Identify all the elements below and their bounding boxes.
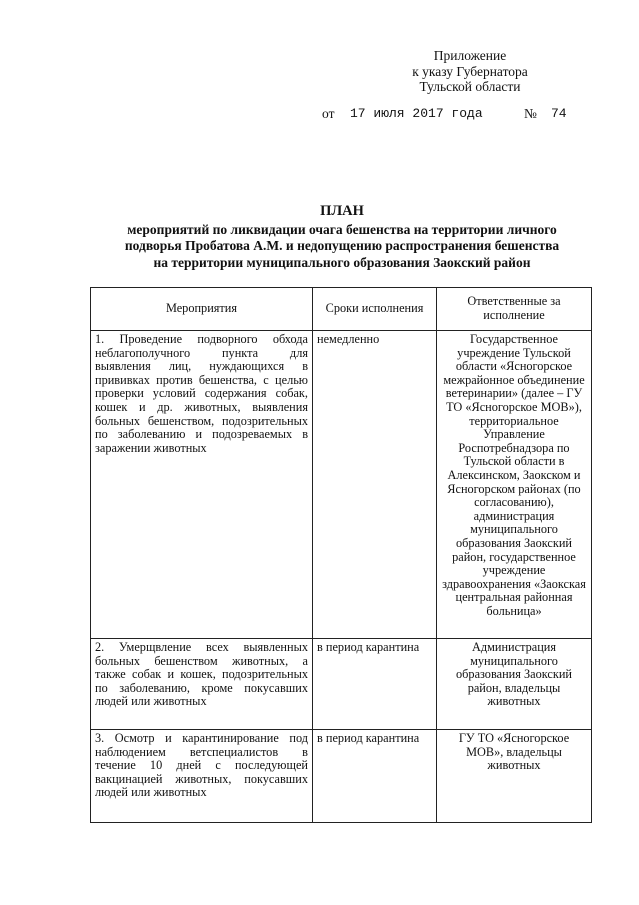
title-line-2: подворья Пробатова А.М. и недопущению распространения бешенства [124,238,560,253]
title-line-1: мероприятий по ликвидации очага бешенства на территории личного [127,221,557,237]
appendix-line-1: Приложение [433,48,507,63]
decree-dateline [322,106,567,122]
responsible-cell: Государственное учреждение Тульской области «Ясногорское межрайонное объединение ветеринарии» (далее – ГУ ТО «Ясногорское МОВ»), территориальное Управление Роспотребнадзора по Тульской области в Алексинском, Заокском и Ясногорском районах (по согласованию), администрация муниципального образования Заокский район, государственное учреждение здравоохранения «Заокская центральная районная больница» [437,331,592,639]
header-responsible: Ответственные за исполнение [437,288,592,331]
table-row [91,639,592,730]
appendix-block [385,48,555,95]
title-heading: ПЛАН [320,203,364,219]
measure-cell: 1. Проведение подворного обхода неблагополучного пункта для выявления лиц, нуждающихся в прививках против бешенства, с целью проверки условий содержания собак, кошек и др. животных, выявления больных бешенством, подозрительных по заболеванию и подозреваемых в заражении животных [91,331,313,639]
appendix-line-2: к указу Губернатора [412,63,528,79]
measure-cell: 2. Умерщвление всех выявленных больных бешенством животных, а также собак и кошек, подозрительных по заболеванию, кроме покусавших людей или животных [91,639,313,730]
decree-date: 17 июля 2017 года [350,106,483,121]
responsible-cell: ГУ ТО «Ясногорское МОВ», владельцы животных [437,730,592,823]
decree-number: 74 [551,106,567,121]
header-deadlines: Сроки исполнения [313,288,437,331]
measure-cell: 3. Осмотр и карантинирование под наблюдением ветспециалистов в течение 10 дней с последующей вакцинацией животных, покусавших людей или животных [91,730,313,823]
header-measures: Мероприятия [91,288,313,331]
from-label: от [322,106,335,121]
table-row [91,331,592,639]
term-cell: немедленно [313,331,437,639]
term-cell: в период карантина [313,730,437,823]
appendix-line-3: Тульской области [419,79,521,94]
document-title [92,203,592,271]
term-cell: в период карантина [313,639,437,730]
table-header-row [91,288,592,331]
title-line-3: на территории муниципального образования Заокский район [153,254,531,270]
number-sign: № [524,106,537,121]
responsible-cell: Администрация муниципального образования Заокский район, владельцы животных [437,639,592,730]
plan-table [90,287,592,823]
table-row [91,730,592,823]
